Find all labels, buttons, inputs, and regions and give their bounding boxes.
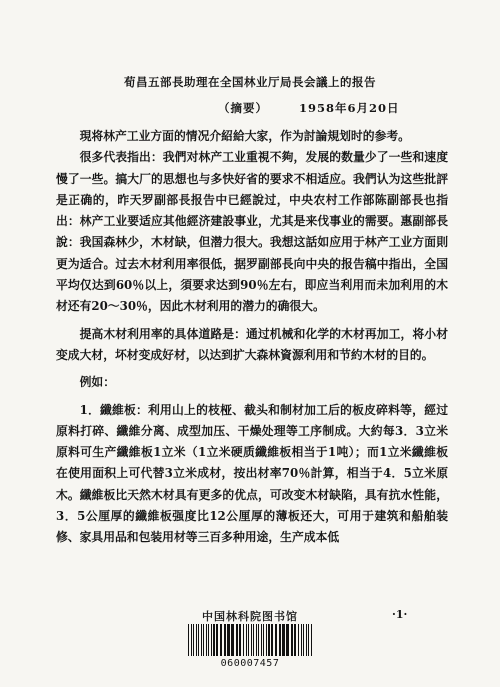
- report-body: [56, 126, 448, 549]
- barcode-bars: [186, 624, 314, 656]
- page-number: ·1·: [392, 608, 408, 621]
- barcode-bar: [268, 624, 270, 656]
- barcode-bar: [208, 624, 209, 656]
- barcode-bar: [294, 624, 296, 656]
- barcode-bar: [263, 624, 264, 656]
- barcode-bar: [291, 624, 293, 656]
- barcode-bar: [198, 624, 199, 656]
- barcode-bar: [246, 624, 247, 656]
- barcode-bar: [298, 624, 299, 656]
- barcode-bar: [203, 624, 204, 656]
- barcode-bar: [282, 624, 285, 656]
- abstract-label: （摘要）: [218, 101, 268, 115]
- report-date: 1958年6月20日: [299, 101, 400, 115]
- barcode-bar: [308, 624, 309, 656]
- example-heading: 例如：: [79, 375, 115, 390]
- document-title: 荀昌五部長助理在全国林业厅局長会議上的报告: [124, 75, 376, 89]
- barcode-bar: [227, 624, 230, 656]
- barcode-bar: [248, 624, 249, 656]
- barcode-bar: [236, 624, 238, 656]
- barcode-number: 060007457: [220, 658, 280, 669]
- barcode-bar: [239, 624, 241, 656]
- barcode-bar: [275, 624, 277, 656]
- barcode-bar: [286, 624, 289, 656]
- barcode-bar: [193, 624, 194, 656]
- intro-paragraph: 現将林产工业方面的情况介紹給大家，作为討論規划时的参考。: [79, 129, 410, 143]
- criticism-paragraph: 很多代表指出：我們对林产工业重視不夠，发展的数量少了一些和速度慢了一些。搞大厂的思想也与多快好省的要求不相适应。我們认为这些批評是正确的，昨天罗副部長报告中已經說过，中央农村工作部陈副部長也指出：林产工业要适应其他經济建設事业，尤其是来伐事业的需要。惠副部長說：我国森林少，木材缺，但潜力很大。我想这話如应用于林产工业方面則更为适合。过去木材利用率很低，据罗副部長向中央的报告稿中指出，全国平均仅达到60％以上，須要求达到90％左右，即应当利用而未加利用的木材还有20～30％，因此木材利用的潜力的确很大。: [56, 150, 448, 314]
- barcode-bar: [231, 624, 234, 656]
- barcode-bar: [258, 624, 259, 656]
- barcode-bar: [188, 624, 189, 656]
- barcode-bar: [261, 624, 262, 656]
- barcode-bar: [266, 624, 267, 656]
- barcode-bar: [191, 624, 192, 656]
- fiberboard-paragraph: 1．纖維板：利用山上的枝桠、截头和制材加工后的板皮碎料等，經过原料打碎、纖維分离、成型加压、干燥处理等工序制成。大約每3．3立米原料可生产纖維板1立米（1立米硬质纖維板相当于1吨）；而1立米纖維板在使用面积上可代替3立米成材，按出材率70％計算，相当于4．5立米原木。纖維板比天然木材具有更多的优点，可改变木材缺陷，具有抗水性能，3．5公厘厚的纖維板强度比12公厘厚的薄板还大，可用于建筑和船舶装修、家具用品和包装用材等三百多种用途，生产成本低: [56, 402, 448, 545]
- barcode-bar: [220, 624, 222, 656]
- barcode-bar: [201, 624, 202, 656]
- barcode-bar: [253, 624, 254, 656]
- barcode-bar: [243, 624, 244, 656]
- barcode-bar: [206, 624, 207, 656]
- barcode-bar: [216, 624, 218, 656]
- barcode-bar: [213, 624, 215, 656]
- barcode-bar: [306, 624, 307, 656]
- barcode-bar: [256, 624, 257, 656]
- library-stamp: 中国林科院图书馆: [202, 610, 298, 623]
- barcode-bar: [211, 624, 212, 656]
- barcode-bar: [279, 624, 281, 656]
- barcode-bar: [224, 624, 226, 656]
- barcode: [186, 624, 316, 680]
- barcode-bar: [301, 624, 302, 656]
- document-subtitle: [0, 100, 500, 116]
- method-paragraph: 提高木材利用率的具体道路是：通过机械和化学的木材再加工，将小材变成大材，坏材变成好材，以达到扩大森林資源利用和节約木材的目的。: [56, 326, 448, 362]
- barcode-bar: [311, 624, 312, 656]
- barcode-bar: [271, 624, 273, 656]
- barcode-bar: [303, 624, 304, 656]
- barcode-bar: [251, 624, 252, 656]
- barcode-bar: [196, 624, 197, 656]
